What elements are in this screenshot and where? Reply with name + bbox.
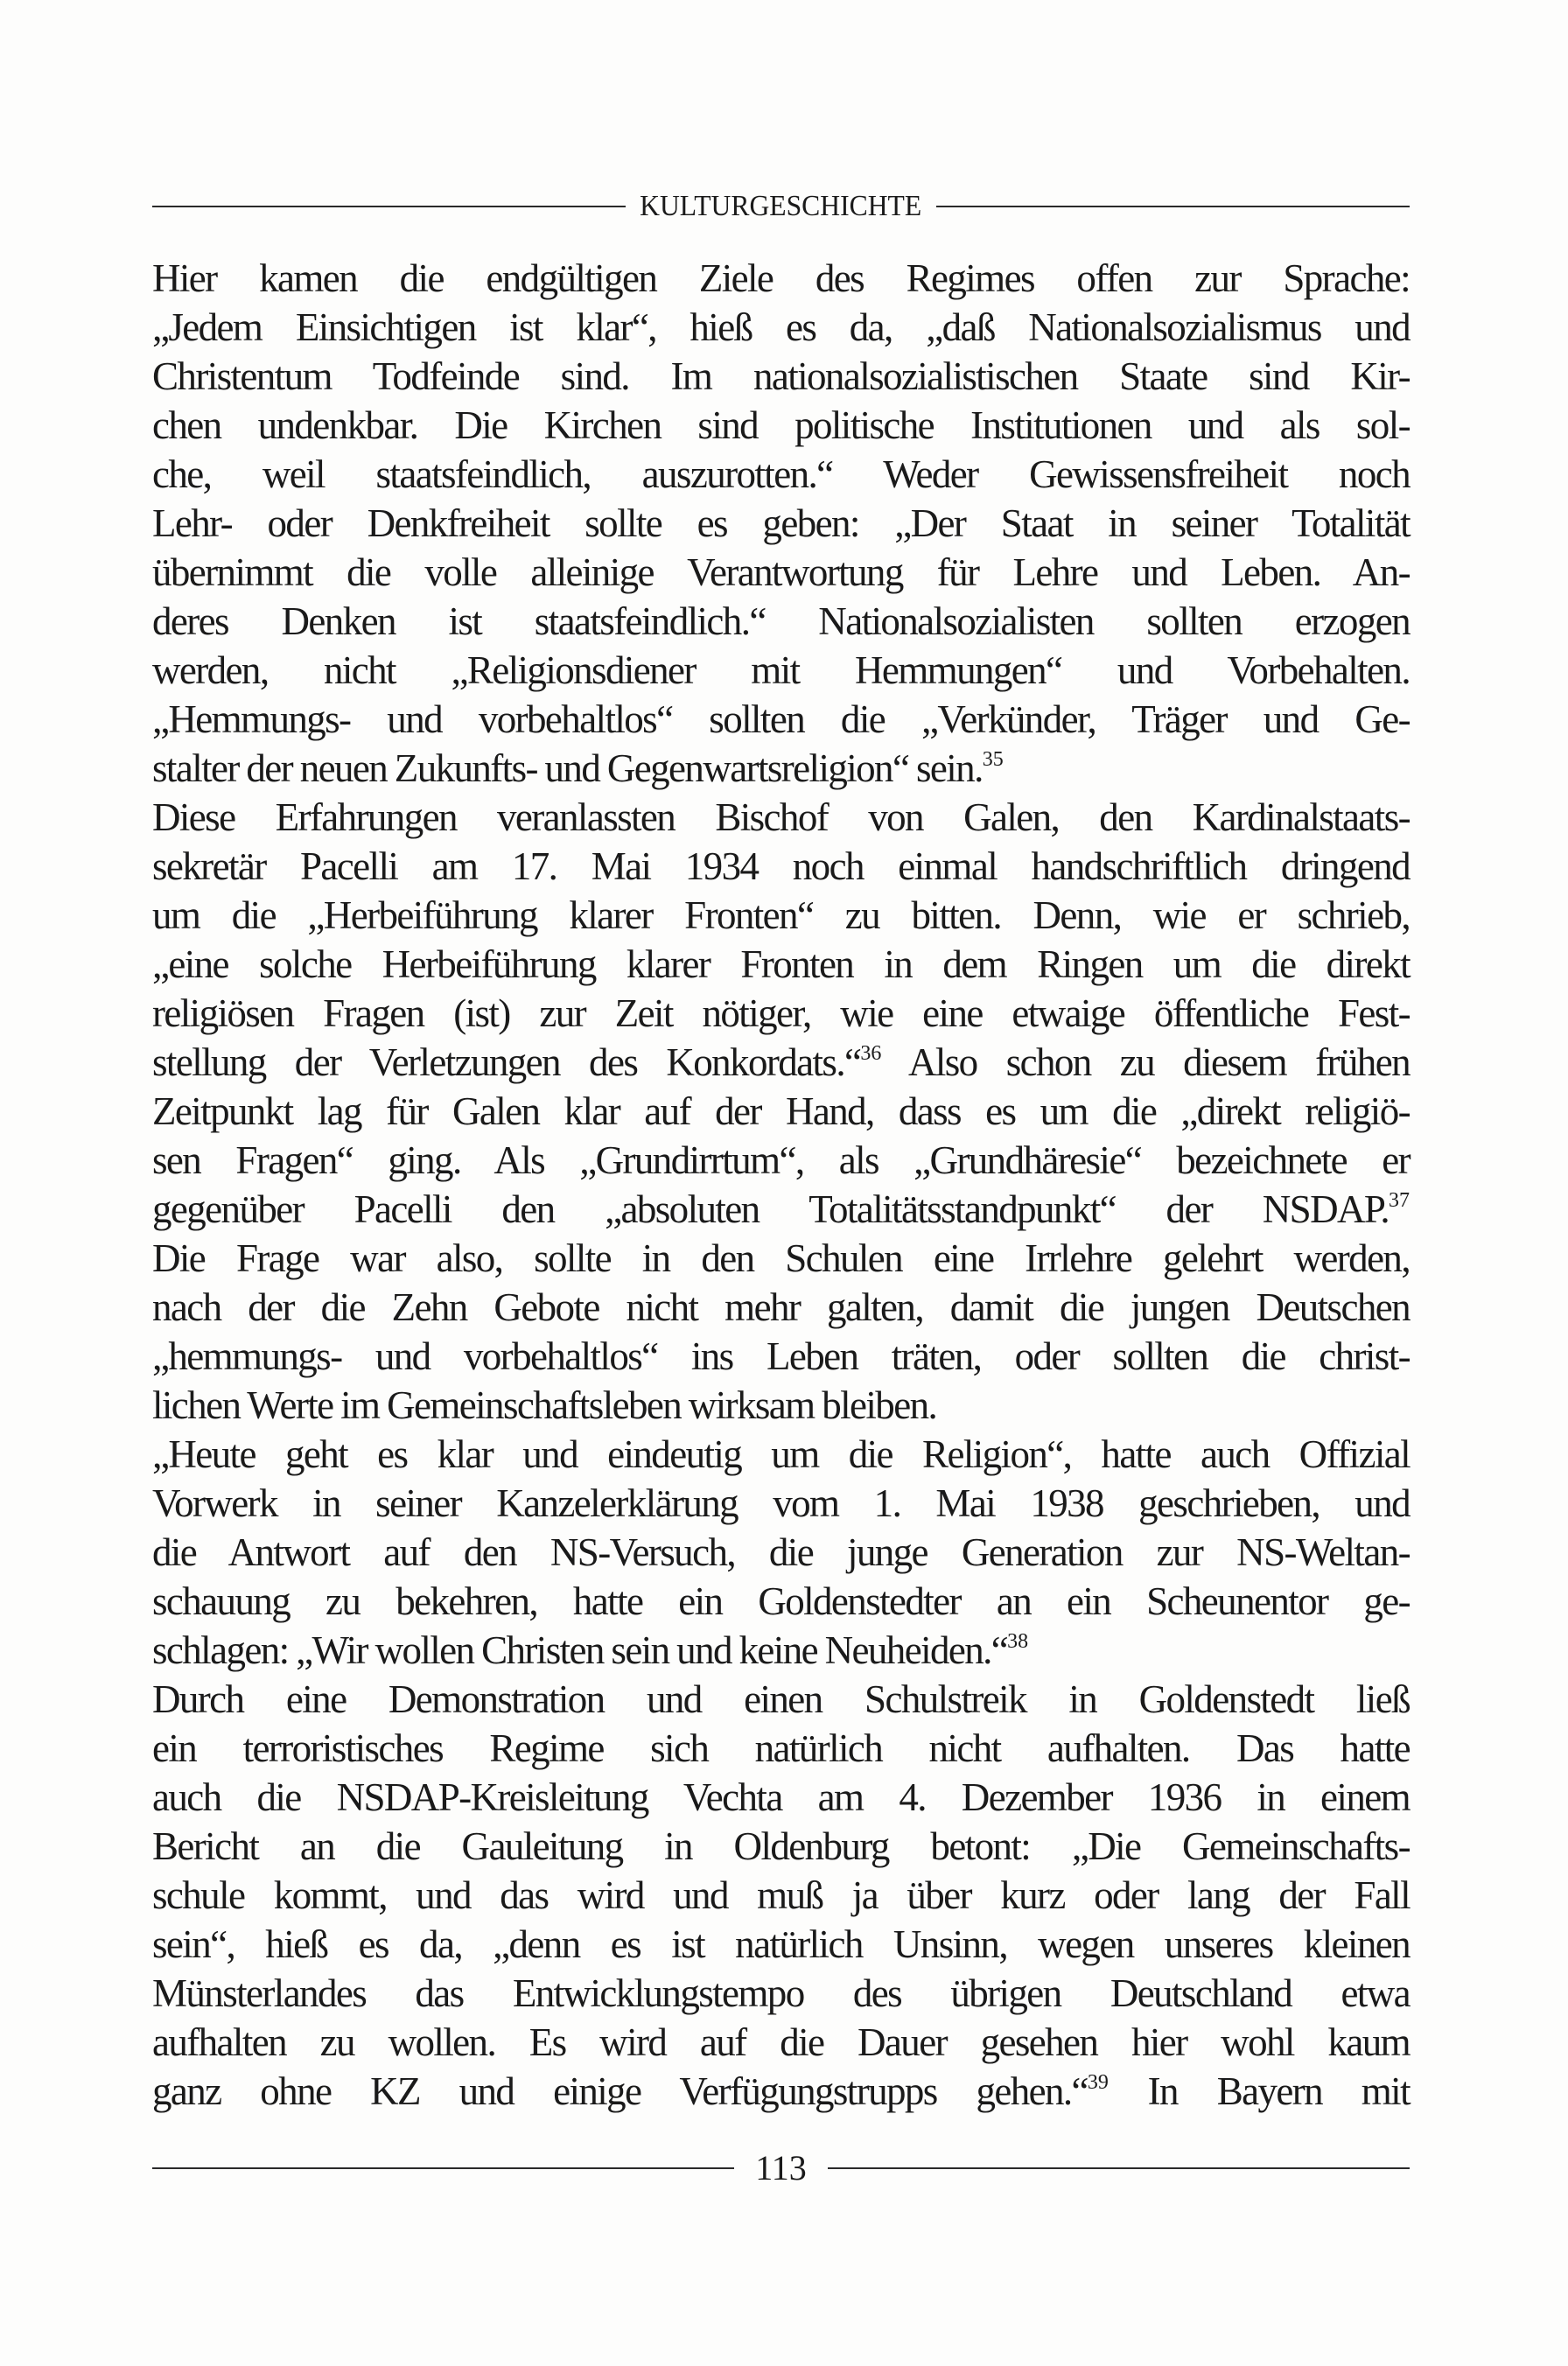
page-footer [152,2147,1410,2189]
text-line: stalter der neuen Zukunfts- und Gegenwartsreligion“ sein.$^{35}$ [152,746,1004,790]
text-line: „Jedem Einsichtigen ist klar“, hieß es da, „daß Nationalsozialismus und [152,305,1410,349]
text-line: Zeitpunkt lag für Galen klar auf der Hand, dass es um die „direkt religiö- [152,1089,1410,1133]
header-rule-right [936,206,1410,207]
footnote-ref[interactable]: 37 [1389,1189,1410,1212]
text-line: ein terroristisches Regime sich natürlich nicht aufhalten. Das hatte [152,1726,1410,1770]
text-line: „eine solche Herbeiführung klarer Fronten in dem Ringen um die direkt [152,942,1410,986]
page-number: 113 [755,2148,807,2188]
footnote-ref[interactable]: 35 [982,748,1004,771]
running-header [152,186,1410,228]
text-line: religiösen Fragen (ist) zur Zeit nötiger, wie eine etwaige öffentliche Fest- [152,991,1410,1035]
text-line: Münsterlandes das Entwicklungstempo des übrigen Deutschland etwa [152,1971,1410,2015]
text-line: chen undenkbar. Die Kirchen sind politische Institutionen und als sol- [152,403,1410,447]
text-line: gegenüber Pacelli den „absoluten Totalitätsstandpunkt“ der NSDAP.$^{37}$ [152,1187,1410,1231]
footnote-ref[interactable]: 39 [1087,2071,1109,2094]
text-line: ganz ohne KZ und einige Verfügungstrupps gehen.“$^{39}$ In Bayern mit [152,2069,1410,2113]
text-line: sein“, hieß es da, „denn es ist natürlich Unsinn, wegen unseres kleinen [152,1922,1410,1966]
text-line: schlagen: „Wir wollen Christen sein und keine Neuheiden.“$^{38}$ [152,1628,1029,1672]
text-line: die Antwort auf den NS-Versuch, die junge Generation zur NS-Weltan- [152,1530,1410,1574]
footer-rule-left [152,2167,734,2169]
text-line: Die Frage war also, sollte in den Schulen eine Irrlehre gelehrt werden, [152,1236,1410,1280]
text-line: che, weil staatsfeindlich, auszurotten.“ Weder Gewissensfreiheit noch [152,452,1410,496]
text-line: stellung der Verletzungen des Konkordats.“$^{36}$ Also schon zu diesem frühen [152,1040,1410,1084]
section-title: KULTURGESCHICHTE [640,190,922,222]
text-line: schauung zu bekehren, hatte ein Goldenstedter an ein Scheunentor ge- [152,1579,1410,1623]
text-line: auch die NSDAP-Kreisleitung Vechta am 4. Dezember 1936 in einem [152,1775,1410,1819]
text-line: lichen Werte im Gemeinschaftsleben wirksam bleiben. [152,1383,937,1427]
text-line: Durch eine Demonstration und einen Schulstreik in Goldenstedt ließ [152,1677,1410,1721]
text-line: aufhalten zu wollen. Es wird auf die Dauer gesehen hier wohl kaum [152,2020,1410,2064]
text-line: „hemmungs- und vorbehaltlos“ ins Leben träten, oder sollten die christ- [152,1334,1410,1378]
text-line: schule kommt, und das wird und muß ja über kurz oder lang der Fall [152,1873,1410,1917]
text-line: Lehr- oder Denkfreiheit sollte es geben: „Der Staat in seiner Totalität [152,501,1410,545]
text-line: Diese Erfahrungen veranlassten Bischof von Galen, den Kardinalstaats- [152,795,1410,839]
footer-rule-right [828,2167,1410,2169]
body-text [152,254,1410,2116]
text-line: Bericht an die Gauleitung in Oldenburg betont: „Die Gemeinschafts- [152,1824,1410,1868]
text-line: übernimmt die volle alleinige Verantwortung für Lehre und Leben. An- [152,550,1410,594]
header-rule-left [152,206,626,207]
text-line: nach der die Zehn Gebote nicht mehr galten, damit die jungen Deutschen [152,1285,1410,1329]
text-line: um die „Herbeiführung klarer Fronten“ zu bitten. Denn, wie er schrieb, [152,893,1410,937]
text-line: Hier kamen die endgültigen Ziele des Regimes offen zur Sprache: [152,256,1410,300]
text-line: „Heute geht es klar und eindeutig um die Religion“, hatte auch Offizial [152,1432,1410,1476]
footnote-ref[interactable]: 38 [1007,1630,1029,1653]
text-line: sekretär Pacelli am 17. Mai 1934 noch einmal handschriftlich dringend [152,844,1410,888]
text-line: Vorwerk in seiner Kanzelerklärung vom 1. Mai 1938 geschrieben, und [152,1481,1410,1525]
text-line: werden, nicht „Religionsdiener mit Hemmungen“ und Vorbehalten. [152,648,1410,692]
footnote-ref[interactable]: 36 [860,1042,882,1065]
text-line: „Hemmungs- und vorbehaltlos“ sollten die „Verkünder, Träger und Ge- [152,697,1410,741]
text-line: sen Fragen“ ging. Als „Grundirrtum“, als „Grundhäresie“ bezeichnete er [152,1138,1410,1182]
text-line: Christentum Todfeinde sind. Im nationalsozialistischen Staate sind Kir- [152,354,1410,398]
text-line: deres Denken ist staatsfeindlich.“ Nationalsozialisten sollten erzogen [152,599,1410,643]
